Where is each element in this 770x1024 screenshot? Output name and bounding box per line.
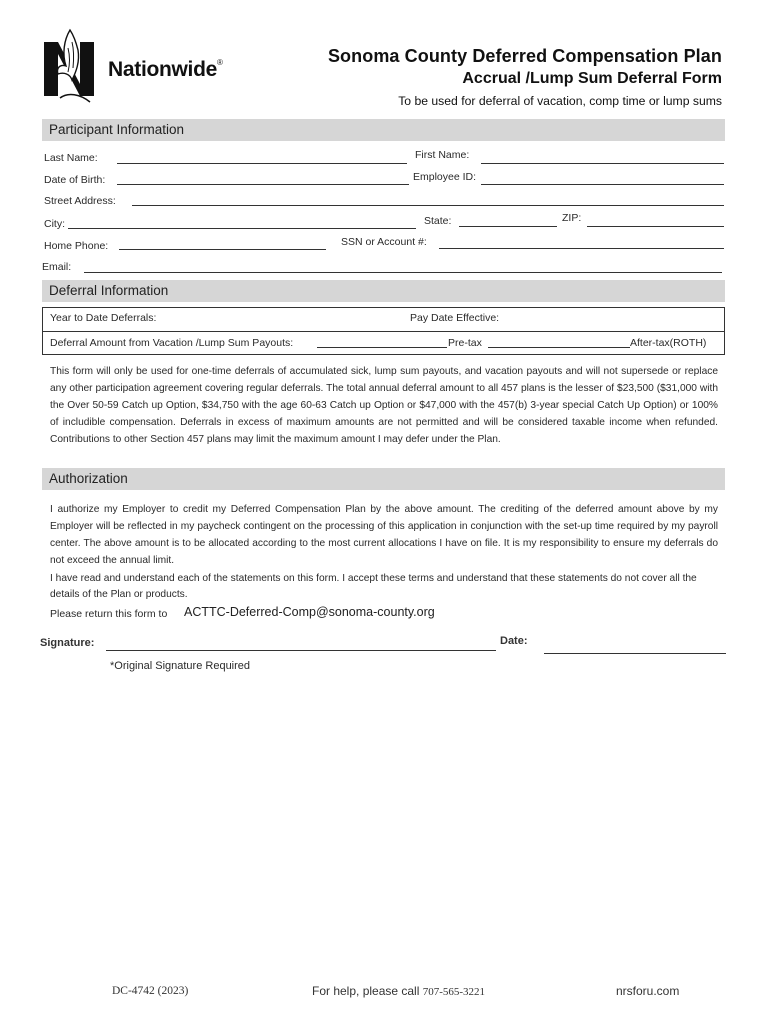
authorization-paragraph: I authorize my Employer to credit my Deferred Compensation Plan by the above amount. The crediting of the deferred amount above by my Employer will be reflected in my paycheck contingent on the processing of this application in conjunction with the set-up time required by my payroll center. The above amount is to be allocated according to the most current allocations I have on file. It is my responsibility to ensure my deferrals do not exceed the annual limit. — [50, 504, 718, 566]
city-field[interactable] — [68, 228, 416, 229]
pretax-label: Pre-tax — [448, 337, 482, 349]
dob-field[interactable] — [117, 184, 409, 185]
form-id: DC-4742 (2023) — [112, 985, 189, 997]
help-line: For help, please call 707-565-3221 — [312, 984, 486, 998]
signature-field[interactable] — [106, 650, 496, 651]
aftertax-label: After-tax(ROTH) — [630, 337, 707, 349]
deferral-section-header: Deferral Information — [42, 280, 725, 302]
deferral-amount-label: Deferral Amount from Vacation /Lump Sum Payouts: — [50, 337, 294, 349]
email-field[interactable] — [84, 272, 722, 273]
last-name-label: Last Name: — [44, 152, 98, 164]
nationwide-eagle-logo — [40, 28, 100, 108]
state-field[interactable] — [459, 226, 557, 227]
employee-id-label: Employee ID: — [413, 171, 477, 183]
deferral-table-divider — [43, 331, 724, 332]
date-field[interactable] — [544, 653, 726, 654]
state-label: State: — [424, 215, 452, 227]
original-signature-note: *Original Signature Required — [110, 660, 251, 672]
help-phone: 707-565-3221 — [422, 986, 486, 998]
city-label: City: — [44, 218, 65, 230]
street-field[interactable] — [132, 205, 724, 206]
authorization-section-header: Authorization — [42, 468, 725, 490]
first-name-label: First Name: — [415, 149, 470, 161]
brand-name: Nationwide® — [108, 58, 223, 81]
acknowledgement-paragraph: I have read and understand each of the statements on this form. I accept these terms and understand that these statements do not cover all the details of the Plan or products. — [50, 573, 697, 600]
ssn-label: SSN or Account #: — [341, 236, 427, 248]
date-label: Date: — [500, 635, 528, 647]
form-title: Sonoma County Deferred Compensation Plan — [327, 46, 722, 66]
street-label: Street Address: — [44, 195, 116, 207]
pretax-amount-field[interactable] — [317, 347, 447, 348]
home-phone-label: Home Phone: — [44, 240, 109, 252]
home-phone-field[interactable] — [119, 249, 326, 250]
signature-label: Signature: — [40, 637, 95, 649]
aftertax-amount-field[interactable] — [488, 347, 630, 348]
pay-date-label: Pay Date Effective: — [410, 312, 500, 324]
dob-label: Date of Birth: — [44, 174, 106, 186]
zip-field[interactable] — [587, 226, 724, 227]
form-subtitle-title: Accrual /Lump Sum Deferral Form — [462, 70, 722, 87]
return-instruction: Please return this form to — [50, 608, 168, 620]
website-link[interactable]: nrsforu.com — [616, 984, 680, 998]
email-label: Email: — [42, 261, 72, 273]
employee-id-field[interactable] — [481, 184, 724, 185]
first-name-field[interactable] — [481, 163, 724, 164]
form-purpose: To be used for deferral of vacation, comp time or lump sums — [398, 94, 722, 108]
ytd-deferrals-label: Year to Date Deferrals: — [50, 312, 157, 324]
ssn-field[interactable] — [439, 248, 724, 249]
zip-label: ZIP: — [562, 212, 582, 224]
last-name-field[interactable] — [117, 163, 407, 164]
participant-section-header: Participant Information — [42, 119, 725, 141]
return-email[interactable]: ACTTC-Deferred-Comp@sonoma-county.org — [184, 605, 435, 619]
deferral-terms-paragraph: This form will only be used for one-time deferrals of accumulated sick, lump sum payouts, and vacation payouts and will not supersede or replace any other participation agreement covering regular deferrals. The total annual deferral amount to all 457 plans is the lesser of $23,500 ($31,000 with the Over 50-59 Catch up Option, $34,750 with the age 60-63 Catch up Option or $47,000 with the 457(b) 3-year special Catch Up Option) or 100% of includible compensation. Deferrals in excess of maximum amounts are not permitted and will be considered taxable income when refunded. Contributions to other Section 457 plans may limit the maximum amount I may defer under the Plan. — [50, 366, 718, 445]
